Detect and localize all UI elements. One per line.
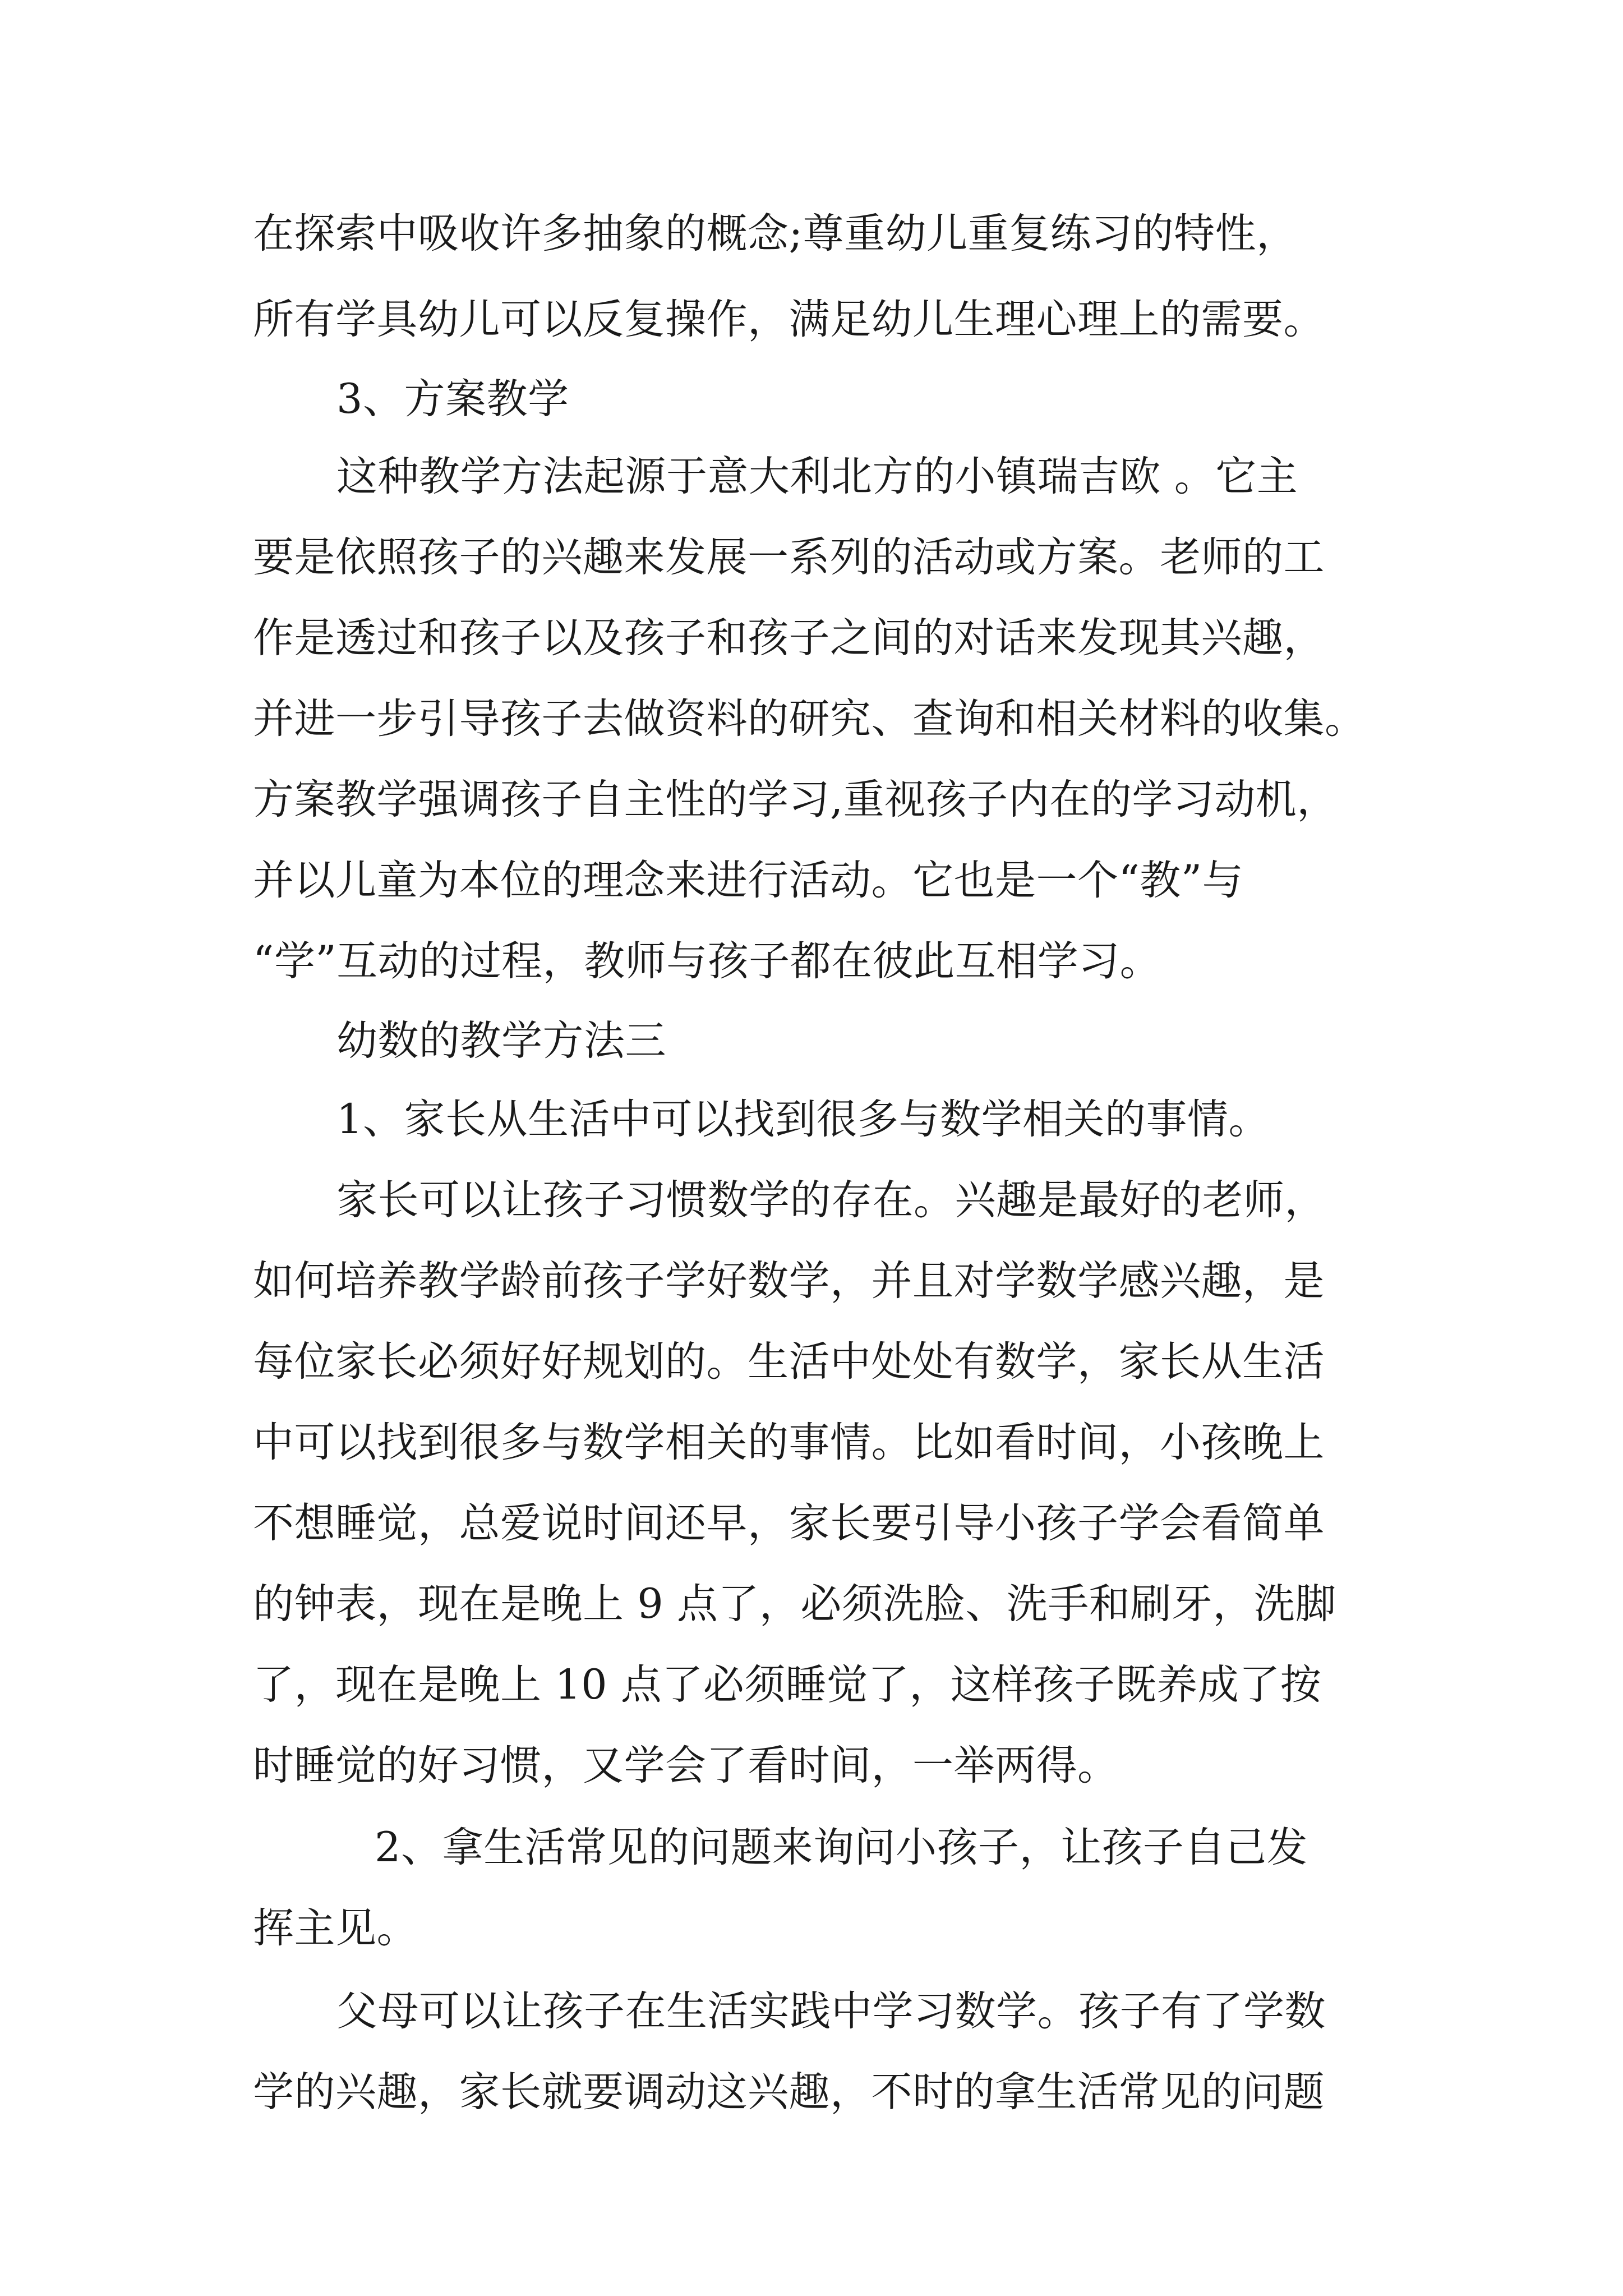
text-line: 挥主见。 — [253, 1904, 418, 1952]
subsection-heading: 1、家长从生活中可以找到很多与数学相关的事情。 — [336, 1096, 1270, 1143]
text-line: 并进一步引导孩子去做资料的研究、查询和相关材料的收集。 — [253, 695, 1366, 743]
text-line: 的钟表，现在是晚上 9 点了，必须洗脸、洗手和刷牙，洗脚 — [253, 1580, 1336, 1628]
text-line: 在探索中吸收许多抽象的概念;尊重幼儿重复练习的特性， — [253, 210, 1298, 257]
text-line: 家长可以让孩子习惯数学的存在。兴趣是最好的老师， — [336, 1176, 1326, 1224]
text-line: 父母可以让孩子在生活实践中学习数学。孩子有了学数 — [336, 1987, 1326, 2035]
text-line: 作是透过和孩子以及孩子和孩子之间的对话来发现其兴趣， — [253, 614, 1325, 662]
text-line: 每位家长必须好好规划的。生活中处处有数学，家长从生活 — [253, 1338, 1325, 1386]
text-line: “学”互动的过程，教师与孩子都在彼此互相学习。 — [253, 937, 1161, 985]
text-line: 时睡觉的好习惯，又学会了看时间，一举两得。 — [253, 1742, 1119, 1789]
text-line: 这种教学方法起源于意大利北方的小镇瑞吉欧 。它主 — [336, 453, 1298, 500]
text-line: 要是依照孩子的兴趣来发展一系列的活动或方案。老师的工 — [253, 533, 1325, 581]
text-line: 方案教学强调孩子自主性的学习,重视孩子内在的学习动机， — [253, 776, 1338, 823]
section-heading: 3、方案教学 — [336, 375, 569, 423]
text-line: 学的兴趣，家长就要调动这兴趣，不时的拿生活常见的问题 — [253, 2068, 1325, 2116]
text-line: 不想睡觉，总爱说时间还早，家长要引导小孩子学会看简单 — [253, 1499, 1325, 1547]
text-line: 所有学具幼儿可以反复操作，满足幼儿生理心理上的需要。 — [253, 296, 1325, 343]
text-line: 并以儿童为本位的理念来进行活动。它也是一个“教”与 — [253, 857, 1244, 904]
subsection-heading: 2、拿生活常见的问题来询问小孩子，让孩子自己发 — [375, 1824, 1308, 1871]
text-line: 如何培养教学龄前孩子学好数学，并且对学数学感兴趣，是 — [253, 1257, 1325, 1305]
text-line: 中可以找到很多与数学相关的事情。比如看时间，小孩晚上 — [253, 1419, 1325, 1466]
section-heading: 幼数的教学方法三 — [336, 1017, 666, 1065]
text-line: 了，现在是晚上 10 点了必须睡觉了，这样孩子既养成了按 — [253, 1661, 1322, 1709]
